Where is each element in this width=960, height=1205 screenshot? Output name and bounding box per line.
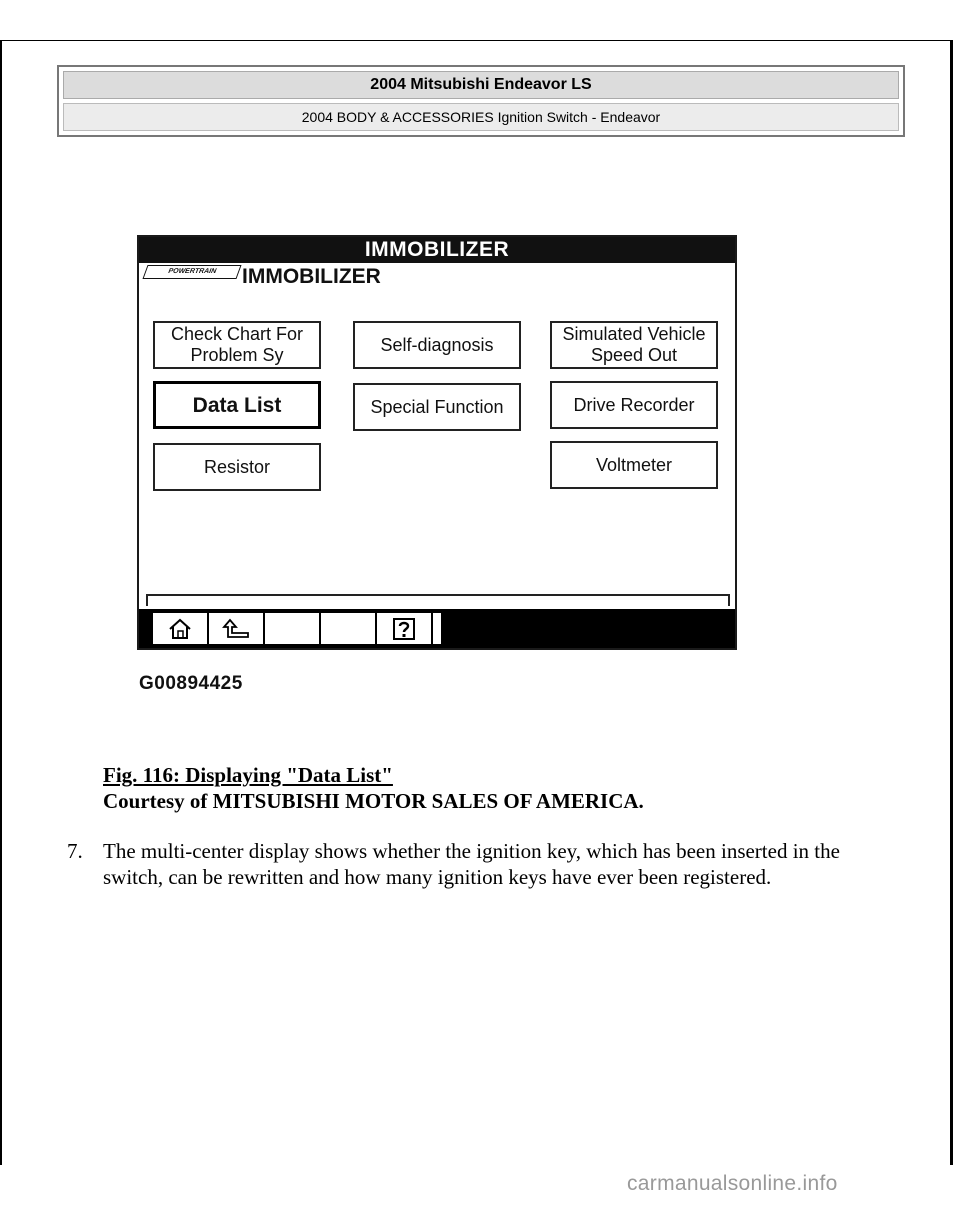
simulated-vehicle-speed-button[interactable]: Simulated Vehicle Speed Out (550, 321, 718, 369)
resistor-button[interactable]: Resistor (153, 443, 321, 491)
function-key-end (431, 613, 441, 644)
special-function-button[interactable]: Special Function (353, 383, 521, 431)
data-list-button[interactable]: Data List (153, 381, 321, 429)
figure-caption-link[interactable]: Fig. 116: Displaying "Data List" (103, 763, 393, 787)
page-top-border (0, 40, 951, 41)
self-diagnosis-button[interactable]: Self-diagnosis (353, 321, 521, 369)
system-tag: POWERTRAIN (142, 265, 241, 279)
message-bar (146, 594, 730, 606)
document-header (57, 65, 905, 137)
function-key-blank-1[interactable] (263, 613, 319, 644)
step-text: The multi-center display shows whether the ignition key, which has been inserted in the switch, can be rewritten and how many ignition keys have ever been registered. (103, 839, 840, 889)
figure-caption (103, 762, 644, 814)
page-left-border (0, 40, 2, 1165)
home-icon[interactable] (151, 613, 207, 644)
voltmeter-button[interactable]: Voltmeter (550, 441, 718, 489)
check-chart-button[interactable]: Check Chart For Problem Sy (153, 321, 321, 369)
return-icon[interactable] (207, 613, 263, 644)
screen-title: IMMOBILIZER (139, 237, 735, 263)
watermark: carmanualsonline.info (627, 1172, 838, 1195)
page-right-border (950, 40, 953, 1165)
help-icon[interactable] (375, 613, 431, 644)
tester-screen-figure (137, 235, 737, 650)
figure-code: G00894425 (139, 673, 243, 694)
figure-courtesy: Courtesy of MITSUBISHI MOTOR SALES OF AMERICA. (103, 789, 644, 813)
screen-subtitle: IMMOBILIZER (242, 265, 381, 288)
function-key-blank-2[interactable] (319, 613, 375, 644)
step-number: 7. (67, 839, 83, 863)
function-key-bar (139, 609, 735, 648)
drive-recorder-button[interactable]: Drive Recorder (550, 381, 718, 429)
header-title: 2004 Mitsubishi Endeavor LS (63, 71, 899, 99)
header-subtitle: 2004 BODY & ACCESSORIES Ignition Switch - Endeavor (63, 103, 899, 131)
